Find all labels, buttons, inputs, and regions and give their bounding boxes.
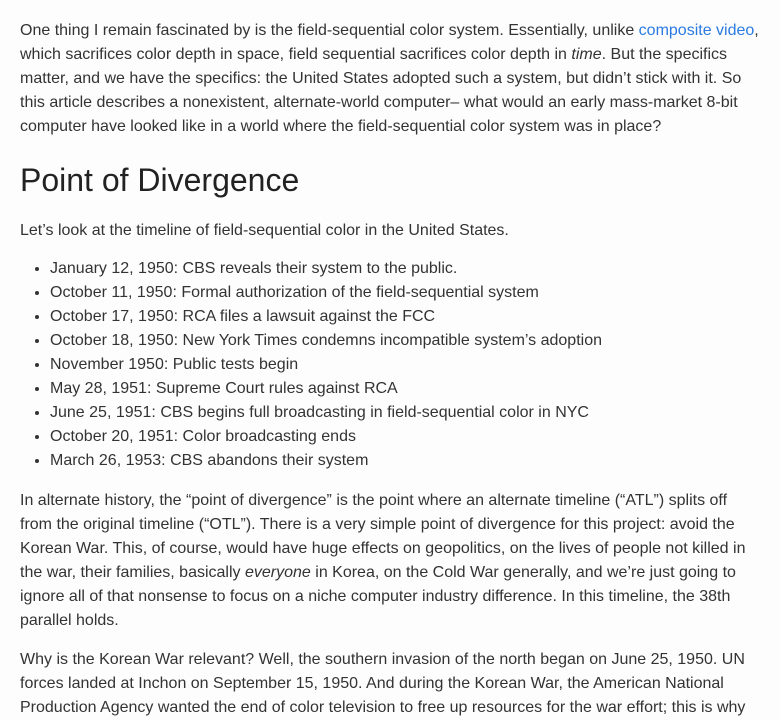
timeline-item: • October 17, 1950: RCA files a lawsuit against the FCC <box>50 305 760 329</box>
section-heading: Point of Divergence <box>20 162 300 198</box>
korean-war-paragraph: Why is the Korean War relevant? Well, the southern invasion of the north began on June 25, 1950. UN forces landed at Inchon on September 15, 1950. And during the Korean War, the American National Production Agency wanted the end of color television to free up resources for the war effort; this is why <box>20 651 746 716</box>
timeline-item: • October 20, 1951: Color broadcasting ends <box>50 425 760 449</box>
timeline-item: • March 26, 1953: CBS abandons their system <box>50 449 760 473</box>
intro-text-2: , which sacrifices color depth in space, field sequential sacrifices color depth in <box>20 22 759 63</box>
section-lead-paragraph: Let’s look at the timeline of field-sequential color in the United States. <box>20 222 509 239</box>
timeline-item: • May 28, 1951: Supreme Court rules against RCA <box>50 377 760 401</box>
timeline-list <box>20 257 760 473</box>
timeline-item: • November 1950: Public tests begin <box>50 353 760 377</box>
divergence-paragraph <box>20 489 760 633</box>
divergence-text-2: in Korea, on the Cold War generally, and we’re just going to ignore all of that nonsense to focus on a niche computer industry difference. In this timeline, the 38th parallel holds. <box>20 564 736 629</box>
intro-emphasis-time: time <box>571 46 602 63</box>
timeline-item: • October 11, 1950: Formal authorization of the field-sequential system <box>50 281 760 305</box>
timeline-item: • January 12, 1950: CBS reveals their system to the public. <box>50 257 760 281</box>
intro-text-1: One thing I remain fascinated by is the field-sequential color system. Essentially, unlike <box>20 22 639 39</box>
timeline-item: • October 18, 1950: New York Times condemns incompatible system’s adoption <box>50 329 760 353</box>
timeline-item: • June 25, 1951: CBS begins full broadcasting in field-sequential color in NYC <box>50 401 760 425</box>
intro-paragraph <box>20 0 760 139</box>
intro-text-3: . But the specifics matter, and we have the specifics: the United States adopted such a system, but didn’t stick with it. So this article describes a nonexistent, alternate-world computer– what would an early mass-market 8-bit computer have looked like in a world where the field-sequential color system was in place? <box>20 46 742 135</box>
divergence-emphasis-everyone: everyone <box>244 564 311 581</box>
divergence-text-1: In alternate history, the “point of divergence” is the point where an alternate timeline (“ATL”) splits off from the original timeline (“OTL”). There is a very simple point of divergence for this project: avoid the Korean War. This, of course, would have huge effects on geopolitics, on the lives of people not killed in the war, their families, basically <box>20 492 746 581</box>
composite-video-link[interactable]: composite video <box>638 22 755 39</box>
